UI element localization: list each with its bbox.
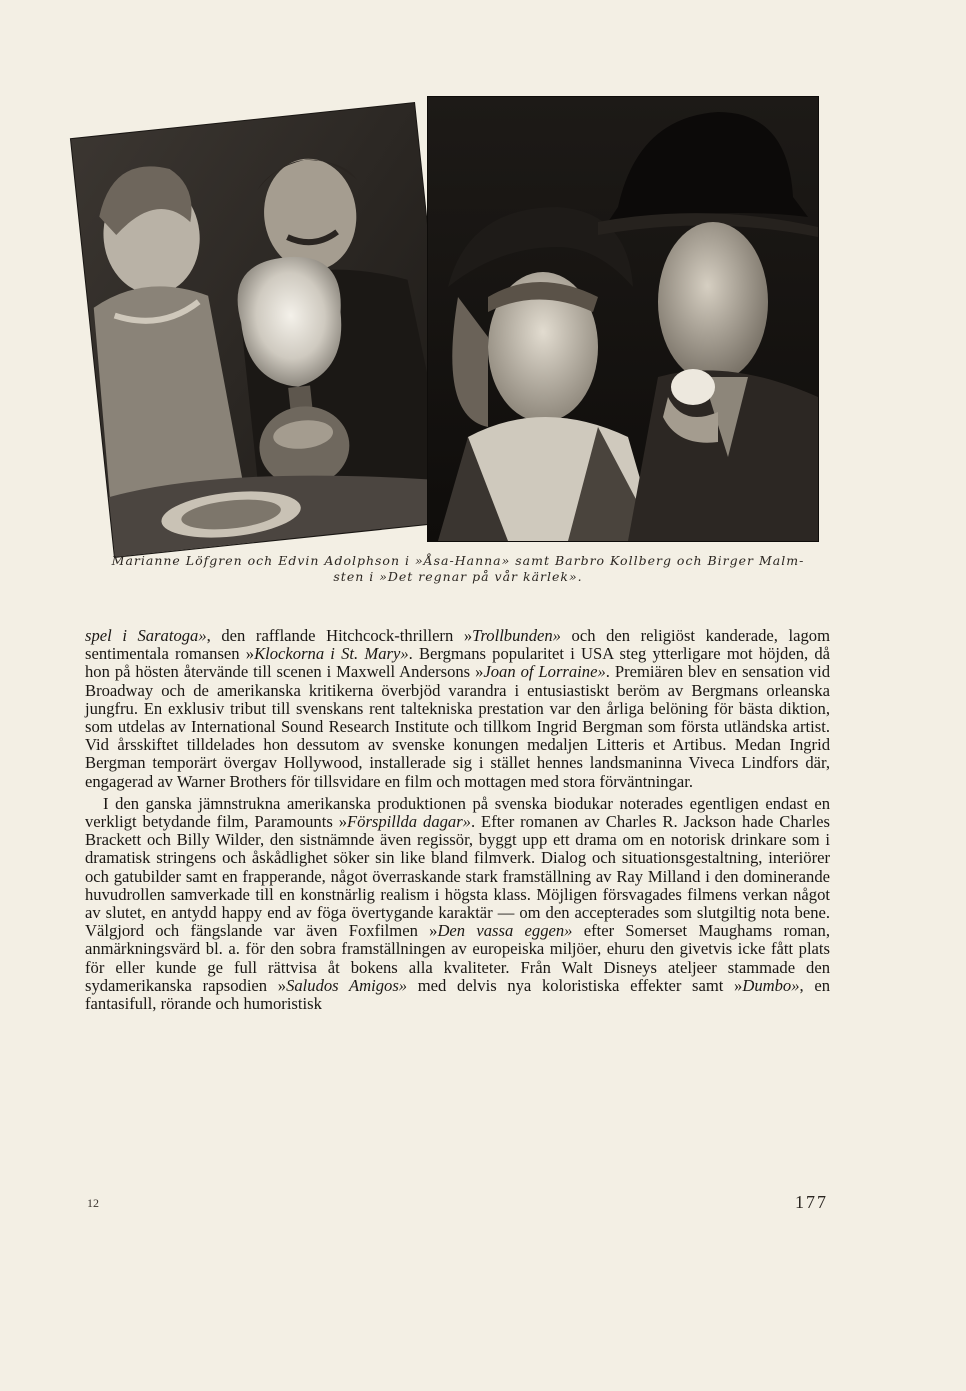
italic-title: Saludos Amigos» bbox=[286, 975, 408, 995]
photo-caption bbox=[88, 553, 828, 585]
body-paragraph-1 bbox=[85, 627, 830, 791]
text-run: , den rafflande Hitchcock-thrillern » bbox=[206, 626, 473, 645]
signature-mark: 12 bbox=[87, 1196, 99, 1210]
text-run: och den religiöst kanderade, lagom sentimentala romansen » bbox=[85, 626, 830, 664]
text-run: . Premiären blev en sensation vid Broadway och de amerikanska kritikerna överbjöd varandra i entusiastiskt beröm av Bergmans orleanska jungfru. En exklusiv tribut till svenskans rent taltekniska prestation var den årliga belöning för bästa diktion, som utdelas av International Sound Research Institute och tillkom Ingrid Bergman som första utländska artist. Vid årsskiftet tilldelades hon dessutom av svenske konungen medaljen Litteris et Artibus. Medan Ingrid Bergman temporärt övergav Hollywood, installerade sig i stället hennes landsmaninna Viveca Lindfors där, engagerad av Warner Brothers för tillsvidare en film och mottagen med stora förväntningar. bbox=[85, 662, 830, 791]
photo-det-regnar bbox=[428, 97, 818, 541]
italic-title: Joan of Lorraine» bbox=[483, 662, 606, 682]
body-text bbox=[85, 627, 830, 1013]
photo-asa-hanna bbox=[71, 103, 458, 557]
caption-line-1: Marianne Löfgren och Edvin Adolphson i »Åsa-Hanna» samt Barbro Kollberg och Birger Malm- bbox=[111, 553, 805, 568]
page-number: 177 bbox=[795, 1192, 828, 1212]
body-paragraph-2 bbox=[85, 795, 830, 1013]
italic-title: Den vassa eggen» bbox=[437, 921, 573, 941]
photo-det-regnar-image bbox=[428, 97, 818, 541]
photo-asa-hanna-image bbox=[71, 103, 458, 557]
italic-title: spel i Saratoga» bbox=[85, 626, 207, 645]
italic-title: Dumbo» bbox=[742, 975, 800, 995]
text-run: , en fantasifull, rörande och humoristisk bbox=[85, 975, 831, 1014]
text-run: I den ganska jämnstrukna amerikanska produktionen på svenska biodukar noterades egentligen endast en verkligt betydande film, Paramounts » bbox=[85, 793, 830, 832]
italic-title: Klockorna i St. Mary» bbox=[254, 644, 409, 664]
text-run: efter Somerset Maughams roman, anmärkningsvärd bl. a. för den sobra framställningen av europeiska miljöer, ehuru den givetvis icke fått plats för eller kunde ge full rättvisa åt bokens alla kvaliteter. Från Walt Disneys ateljeer stammade den sydamerikanska rapsodien » bbox=[85, 921, 830, 995]
italic-title: Förspillda dagar» bbox=[347, 812, 471, 832]
caption-line-2: sten i »Det regnar på vår kärlek». bbox=[333, 569, 583, 584]
italic-title: Trollbunden» bbox=[472, 626, 561, 645]
text-run: . Efter romanen av Charles R. Jackson hade Charles Brackett och Billy Wilder, den sistnämnde även regissör, byggt upp ett drama om en notorisk drinkare som i dramatisk stringens och åskådlighet söker sin like bland filmverk. Dialog och situationsgestaltning, interiörer och gatubilder samt en frapperande, något överraskande stark framställning av Ray Milland i den dominerande huvudrollen samverkade till en konstnärlig realism i högsta klass. Möjligen försvagades filmens verkan något av slutet, en antydd happy end av föga övertygande karaktär — om den accepterades som slutgiltig nota bene. Välgjord och fängslande var även Foxfilmen » bbox=[85, 812, 830, 941]
text-run: . Bergmans popularitet i USA steg ytterligare mot höjden, då hon på hösten återvände till scenen i Maxwell Andersons » bbox=[85, 644, 830, 682]
text-run: med delvis nya koloristiska effekter samt » bbox=[407, 975, 743, 995]
